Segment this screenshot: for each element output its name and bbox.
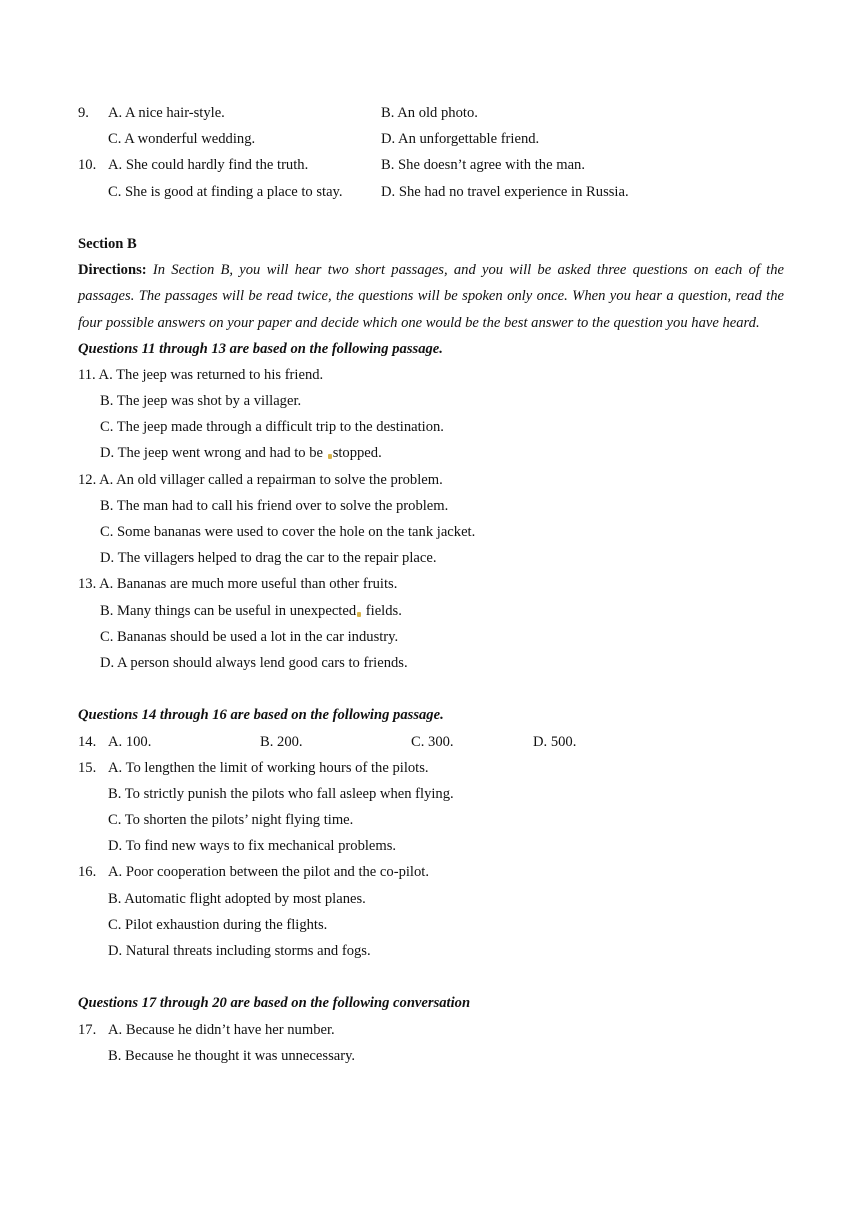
question-10-row-2	[78, 179, 784, 205]
directions-text: In Section B, you will hear two short passages, and you will be asked three questions on each of the passages. The passages will be read twice, the questions will be spoken only once. When you hear a question, read the four possible answers on your paper and decide which one would be the best answer to the question you have heard.	[78, 262, 785, 331]
option-c: C. 300.	[411, 733, 454, 750]
question-number: 17.	[78, 1021, 97, 1038]
question-11-option-c: C. The jeep made through a difficult trip to the destination.	[100, 419, 444, 436]
question-15-option-d: D. To find new ways to fix mechanical problems.	[108, 838, 397, 855]
question-number: 16.	[78, 864, 97, 881]
option-a: A. 100.	[108, 733, 152, 750]
question-13-option-a: 13. A. Bananas are much more useful than other fruits.	[78, 576, 398, 593]
question-16-option-d: D. Natural threats including storms and fogs.	[108, 943, 371, 960]
question-16-option-a: 16. A. Poor cooperation between the pilot and the co-pilot.	[78, 859, 784, 885]
question-9-row-2	[78, 126, 784, 152]
question-17-option-a: 17. A. Because he didn’t have her number.	[78, 1017, 784, 1043]
question-number: 10.	[78, 157, 97, 174]
directions	[78, 257, 784, 336]
question-11-option-d: D. The jeep went wrong and had to be stopped.	[100, 445, 382, 462]
option-b: B. An old photo.	[381, 105, 478, 121]
question-13-option-c: C. Bananas should be used a lot in the car industry.	[100, 628, 399, 645]
question-number: 9.	[78, 105, 89, 121]
exam-page	[78, 100, 784, 1069]
annotation-mark	[328, 454, 332, 459]
option-a: A. A nice hair-style.	[108, 105, 225, 121]
question-15-option-c: C. To shorten the pilots’ night flying time.	[108, 812, 354, 829]
option-d: D. 500.	[533, 733, 577, 750]
group-heading-11-13: Questions 11 through 13 are based on the following passage.	[78, 340, 443, 357]
question-16-option-c: C. Pilot exhaustion during the flights.	[108, 916, 328, 933]
question-17-option-b: B. Because he thought it was unnecessary.	[108, 1047, 356, 1064]
spacer	[78, 964, 784, 990]
spacer	[78, 676, 784, 702]
option-d: D. She had no travel experience in Russia.	[381, 183, 629, 200]
question-number: 15.	[78, 759, 97, 776]
question-11-option-a: 11. A. The jeep was returned to his friend.	[78, 366, 324, 383]
group-heading-17-20: Questions 17 through 20 are based on the following conversation	[78, 995, 471, 1012]
annotation-mark	[357, 612, 361, 617]
question-13-option-b: B. Many things can be useful in unexpected fields.	[100, 602, 402, 619]
directions-label: Directions:	[78, 262, 147, 279]
question-14-row	[78, 729, 784, 755]
question-11-option-b: B. The jeep was shot by a villager.	[100, 393, 302, 410]
question-9-row-1	[78, 100, 784, 126]
question-12-option-c: C. Some bananas were used to cover the hole on the tank jacket.	[100, 524, 476, 541]
question-12-option-b: B. The man had to call his friend over to solve the problem.	[100, 497, 449, 514]
group-heading-14-16: Questions 14 through 16 are based on the following passage.	[78, 707, 444, 724]
question-15-option-a: 15. A. To lengthen the limit of working hours of the pilots.	[78, 755, 784, 781]
spacer	[78, 205, 784, 231]
option-c: C. A wonderful wedding.	[108, 131, 256, 148]
option-a: A. She could hardly find the truth.	[108, 157, 309, 174]
option-c: C. She is good at finding a place to stay.	[108, 183, 343, 200]
question-15-option-b: B. To strictly punish the pilots who fall asleep when flying.	[108, 785, 454, 802]
question-13-option-d: D. A person should always lend good cars to friends.	[100, 654, 408, 671]
section-title: Section B	[78, 235, 137, 252]
question-12-option-a: 12. A. An old villager called a repairman to solve the problem.	[78, 471, 443, 488]
question-10-row-1	[78, 152, 784, 178]
option-d: D. An unforgettable friend.	[381, 131, 540, 148]
option-b: B. 200.	[260, 733, 303, 750]
question-16-option-b: B. Automatic flight adopted by most planes.	[108, 890, 366, 907]
option-b: B. She doesn’t agree with the man.	[381, 157, 585, 174]
question-12-option-d: D. The villagers helped to drag the car to the repair place.	[100, 550, 437, 567]
question-number: 14.	[78, 733, 97, 750]
